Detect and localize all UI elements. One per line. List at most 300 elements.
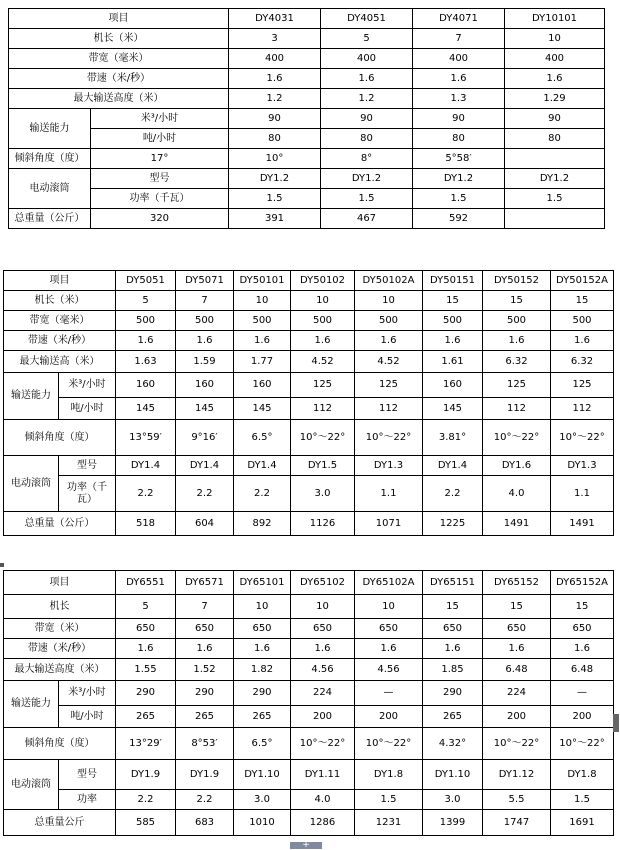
table-cell: 400 (505, 49, 605, 69)
table-cell: 2.2 (116, 476, 176, 512)
table-cell: 604 (176, 512, 234, 536)
table-cell: 265 (234, 706, 291, 728)
table-cell: DY1.4 (423, 456, 483, 476)
table-cell: 13°29′ (116, 728, 176, 760)
table-cell: 3.0 (423, 790, 483, 810)
table-row (4, 512, 614, 536)
table-cell: DY1.5 (291, 456, 355, 476)
table-row (4, 619, 614, 639)
model-header: DY4051 (321, 9, 413, 29)
table-cell: 1.6 (505, 69, 605, 89)
table-cell: 10°～22° (355, 728, 423, 760)
table-cell: 1.52 (176, 659, 234, 681)
table-row (9, 49, 605, 69)
spec-table-dy50 (3, 270, 614, 536)
table-cell: 15 (423, 291, 483, 311)
table-cell: — (551, 681, 614, 706)
table-cell: 7 (176, 291, 234, 311)
table-cell: 500 (291, 311, 355, 331)
table-cell: 90 (321, 109, 413, 129)
model-header: DY6571 (176, 571, 234, 595)
row-sublabel: 功率（千瓦） (59, 476, 116, 512)
table-cell: 10°～22° (483, 420, 551, 456)
table-cell: 4.0 (483, 476, 551, 512)
row-sublabel: 吨/小时 (59, 398, 116, 420)
table-cell: 1.1 (355, 476, 423, 512)
model-header: DY65101 (234, 571, 291, 595)
table-cell: 650 (234, 619, 291, 639)
table-cell: 5 (116, 291, 176, 311)
table-cell: 10° (229, 149, 321, 169)
table-cell: 200 (551, 706, 614, 728)
table-cell: 5 (321, 29, 413, 49)
table-cell: 1.6 (355, 331, 423, 351)
table-cell: 90 (413, 109, 505, 129)
table-cell: 1.5 (551, 790, 614, 810)
table-cell: 112 (291, 398, 355, 420)
table-cell: 6.48 (483, 659, 551, 681)
table-cell: 5.5 (483, 790, 551, 810)
table-cell: 2.2 (234, 476, 291, 512)
table-cell: 10 (355, 595, 423, 619)
table-cell (505, 149, 605, 169)
table-row (4, 728, 614, 760)
table-cell: 1.6 (551, 639, 614, 659)
model-header: DY6551 (116, 571, 176, 595)
table-row (9, 89, 605, 109)
table-cell: 80 (505, 129, 605, 149)
table-cell: DY1.3 (355, 456, 423, 476)
table-cell: 290 (116, 681, 176, 706)
table-cell: 5°58′ (413, 149, 505, 169)
table-cell: 10 (234, 291, 291, 311)
table-header-row (4, 271, 614, 291)
table-cell: 112 (483, 398, 551, 420)
table-cell: 400 (321, 49, 413, 69)
table-cell: 290 (234, 681, 291, 706)
table-cell: 650 (291, 619, 355, 639)
table-cell: 650 (483, 619, 551, 639)
row-sublabel: 吨/小时 (59, 706, 116, 728)
table-cell: 8° (321, 149, 413, 169)
table-cell: 125 (355, 373, 423, 398)
table-cell: 1.6 (234, 331, 291, 351)
table-row (9, 169, 605, 189)
table-cell: 1.6 (176, 639, 234, 659)
table-cell: 1.61 (423, 351, 483, 373)
table-row (9, 29, 605, 49)
model-header: DY50102 (291, 271, 355, 291)
row-label: 最大输送高度（米） (4, 659, 116, 681)
model-header: DY65152A (551, 571, 614, 595)
table-cell: 500 (116, 311, 176, 331)
table-cell: 2.2 (423, 476, 483, 512)
table-row (4, 810, 614, 836)
row-label: 总重量（公斤） (4, 512, 116, 536)
table-cell: 290 (176, 681, 234, 706)
table-cell: 80 (321, 129, 413, 149)
table-row (4, 291, 614, 311)
row-label: 最大输送高（米） (4, 351, 116, 373)
spec-table-dy40 (8, 8, 605, 229)
table-cell: DY1.2 (505, 169, 605, 189)
table-cell: 2.2 (176, 790, 234, 810)
table-cell: 1.6 (423, 639, 483, 659)
model-header: DY10101 (505, 9, 605, 29)
model-header: DY5071 (176, 271, 234, 291)
row-label: 输送能力 (9, 109, 91, 149)
table-row (4, 331, 614, 351)
row-sublabel: 吨/小时 (91, 129, 229, 149)
table-cell: 10 (234, 595, 291, 619)
table-cell: DY1.2 (413, 169, 505, 189)
table-cell: 160 (176, 373, 234, 398)
row-label: 带速（米/秒） (9, 69, 229, 89)
row-label: 最大输送高度（米） (9, 89, 229, 109)
table-cell: 1.59 (176, 351, 234, 373)
table-cell: 1.6 (116, 639, 176, 659)
table-cell: DY1.12 (483, 760, 551, 790)
table-cell: 585 (116, 810, 176, 836)
table-cell: 1.63 (116, 351, 176, 373)
table-cell: DY1.10 (234, 760, 291, 790)
table-cell: 125 (291, 373, 355, 398)
table-cell: 1.6 (355, 639, 423, 659)
table-row (4, 311, 614, 331)
table-cell: 145 (423, 398, 483, 420)
table-cell: 10°～22° (355, 420, 423, 456)
table-cell: DY1.3 (551, 456, 614, 476)
row-label: 总重量（公斤） (9, 209, 91, 229)
table-cell: 10 (505, 29, 605, 49)
table-cell: DY1.9 (176, 760, 234, 790)
table-cell: 3.0 (234, 790, 291, 810)
table-cell: 265 (176, 706, 234, 728)
table-cell: DY1.4 (234, 456, 291, 476)
table-cell: 1.85 (423, 659, 483, 681)
table-cell: 224 (483, 681, 551, 706)
table-cell: 3 (229, 29, 321, 49)
table-cell: 1.2 (321, 89, 413, 109)
table-cell: 13°59′ (116, 420, 176, 456)
table-header-row (9, 9, 605, 29)
table-row (4, 456, 614, 476)
table-cell: 5 (116, 595, 176, 619)
table-cell: 4.52 (355, 351, 423, 373)
table-row (4, 706, 614, 728)
row-label: 倾斜角度（度） (4, 728, 116, 760)
table-anchor-icon (0, 563, 4, 567)
table-cell: 145 (176, 398, 234, 420)
table-cell: DY1.8 (551, 760, 614, 790)
table-cell: 1010 (234, 810, 291, 836)
row-label: 电动滚筒 (4, 760, 59, 810)
table-cell: 200 (355, 706, 423, 728)
table-cell: 892 (234, 512, 291, 536)
table-cell: 683 (176, 810, 234, 836)
table-row (4, 476, 614, 512)
table-cell: 6.48 (551, 659, 614, 681)
table-cell: — (355, 681, 423, 706)
table-cell: 1.6 (176, 331, 234, 351)
table-cell: 15 (423, 595, 483, 619)
table-cell: 10°～22° (483, 728, 551, 760)
table-cell: 500 (176, 311, 234, 331)
table-cell: 1.6 (229, 69, 321, 89)
table-cell: 15 (551, 595, 614, 619)
table-cell: 1.6 (234, 639, 291, 659)
table-row (4, 420, 614, 456)
row-label: 输送能力 (4, 373, 59, 420)
table-cell: 112 (355, 398, 423, 420)
table-cell: 500 (551, 311, 614, 331)
table-cell: 145 (116, 398, 176, 420)
model-header: DY50152A (551, 271, 614, 291)
table-cell: 15 (551, 291, 614, 311)
table-cell: 145 (234, 398, 291, 420)
item-header: 项目 (9, 9, 229, 29)
table-cell: DY1.2 (229, 169, 321, 189)
model-header: DY65102A (355, 571, 423, 595)
table-cell: 391 (229, 209, 321, 229)
table-cell: 6.5° (234, 420, 291, 456)
table-cell: 1.6 (483, 331, 551, 351)
row-label: 电动滚筒 (4, 456, 59, 512)
table-cell: 1.3 (413, 89, 505, 109)
row-label: 带宽（毫米） (9, 49, 229, 69)
table-cell: 1.6 (291, 331, 355, 351)
row-label: 倾斜角度（度） (9, 149, 91, 169)
table-cell: 10 (355, 291, 423, 311)
table-cell: 1.6 (116, 331, 176, 351)
table-cell: 8°53′ (176, 728, 234, 760)
table-cell: 6.5° (234, 728, 291, 760)
table-cell: 15 (483, 291, 551, 311)
table-cell: 592 (413, 209, 505, 229)
table-row (9, 69, 605, 89)
table-cell: 4.32° (423, 728, 483, 760)
row-label: 机长（米） (4, 291, 116, 311)
table-cell: DY1.10 (423, 760, 483, 790)
table-cell: 3.81° (423, 420, 483, 456)
item-header: 项目 (4, 271, 116, 291)
table-cell: 160 (423, 373, 483, 398)
table-cell: 9°16′ (176, 420, 234, 456)
table-cell: 650 (551, 619, 614, 639)
table-cell: 1.6 (551, 331, 614, 351)
table-cell: 500 (355, 311, 423, 331)
table-cell: 4.56 (355, 659, 423, 681)
table-cell: 7 (176, 595, 234, 619)
table-cell: 1.6 (483, 639, 551, 659)
table-cell: 650 (355, 619, 423, 639)
row-label: 总重量公斤 (4, 810, 116, 836)
row-sublabel: 功率 (59, 790, 116, 810)
table-row (4, 760, 614, 790)
table-cell: 4.56 (291, 659, 355, 681)
table-cell: 467 (321, 209, 413, 229)
table-cell: 200 (291, 706, 355, 728)
table-cell: DY1.11 (291, 760, 355, 790)
row-sublabel: 米³/小时 (59, 681, 116, 706)
row-sublabel: 型号 (59, 760, 116, 790)
table-cell: 1491 (483, 512, 551, 536)
table-row (9, 209, 605, 229)
row-label: 机长 (4, 595, 116, 619)
table-cell: 80 (413, 129, 505, 149)
model-header: DY65151 (423, 571, 483, 595)
table-cell: 650 (423, 619, 483, 639)
table-cell: 1.6 (413, 69, 505, 89)
table-row (4, 790, 614, 810)
model-header: DY50101 (234, 271, 291, 291)
model-header: DY5051 (116, 271, 176, 291)
table-cell: 224 (291, 681, 355, 706)
table-cell: 4.0 (291, 790, 355, 810)
row-label: 带速（米/秒） (4, 331, 116, 351)
table-cell: 1.2 (229, 89, 321, 109)
table-cell: 1399 (423, 810, 483, 836)
table-cell: 400 (229, 49, 321, 69)
table-cell: 518 (116, 512, 176, 536)
table-cell: 90 (229, 109, 321, 129)
table-cell: 1691 (551, 810, 614, 836)
table-cell: 1071 (355, 512, 423, 536)
table-cell: 265 (423, 706, 483, 728)
row-label: 带宽（毫米） (4, 311, 116, 331)
table-cell: 1.77 (234, 351, 291, 373)
table-cell: 90 (505, 109, 605, 129)
add-sheet-button[interactable]: + (290, 842, 322, 849)
model-header: DY50102A (355, 271, 423, 291)
table-cell: 160 (234, 373, 291, 398)
table-cell: 1491 (551, 512, 614, 536)
table-cell: 125 (483, 373, 551, 398)
table-cell: 1.6 (321, 69, 413, 89)
model-header: DY4071 (413, 9, 505, 29)
row-sublabel: 型号 (59, 456, 116, 476)
table-cell: 1.5 (229, 189, 321, 209)
table-cell: 500 (423, 311, 483, 331)
table-row (4, 639, 614, 659)
table-cell: 200 (483, 706, 551, 728)
table-cell: 112 (551, 398, 614, 420)
table-cell: 17° (91, 149, 229, 169)
table-cell: 2.2 (176, 476, 234, 512)
table-cell (505, 209, 605, 229)
table-cell: 80 (229, 129, 321, 149)
model-header: DY65152 (483, 571, 551, 595)
table-cell: DY1.4 (176, 456, 234, 476)
table-cell: DY1.4 (116, 456, 176, 476)
table-cell: 1.5 (505, 189, 605, 209)
table-cell: 10°～22° (291, 420, 355, 456)
table-cell: 10°～22° (551, 728, 614, 760)
resize-handle-icon[interactable] (613, 714, 619, 732)
table-row (9, 149, 605, 169)
table-cell: DY1.2 (321, 169, 413, 189)
table-cell: 500 (234, 311, 291, 331)
table-cell: DY1.9 (116, 760, 176, 790)
model-header: DY50151 (423, 271, 483, 291)
row-sublabel: 米³/小时 (59, 373, 116, 398)
model-header: DY50152 (483, 271, 551, 291)
table-cell: 320 (91, 209, 229, 229)
table-cell: 1126 (291, 512, 355, 536)
table-row (4, 681, 614, 706)
table-cell: 1.29 (505, 89, 605, 109)
table-row (4, 398, 614, 420)
table-cell: 160 (116, 373, 176, 398)
table-cell: 290 (423, 681, 483, 706)
table-cell: 15 (483, 595, 551, 619)
table-cell: 7 (413, 29, 505, 49)
table-cell: 4.52 (291, 351, 355, 373)
table-row (4, 373, 614, 398)
table-row (9, 129, 605, 149)
table-row (4, 659, 614, 681)
table-cell: 400 (413, 49, 505, 69)
table-cell: DY1.6 (483, 456, 551, 476)
table-cell: 1286 (291, 810, 355, 836)
table-cell: 10°～22° (551, 420, 614, 456)
table-cell: 650 (116, 619, 176, 639)
row-label: 电动滚筒 (9, 169, 91, 209)
table-cell: 1.6 (423, 331, 483, 351)
table-cell: 265 (116, 706, 176, 728)
table-cell: 10°～22° (291, 728, 355, 760)
model-header: DY4031 (229, 9, 321, 29)
row-sublabel: 米³/小时 (91, 109, 229, 129)
table-cell: 1.6 (291, 639, 355, 659)
row-label: 带宽（米） (4, 619, 116, 639)
table-row (9, 189, 605, 209)
row-label: 机长（米） (9, 29, 229, 49)
table-cell: 1.5 (413, 189, 505, 209)
table-cell: 1.82 (234, 659, 291, 681)
row-sublabel: 功率（千瓦） (91, 189, 229, 209)
table-row (4, 351, 614, 373)
model-header: DY65102 (291, 571, 355, 595)
table-cell: 10 (291, 595, 355, 619)
table-cell: 10 (291, 291, 355, 311)
item-header: 项目 (4, 571, 116, 595)
table-cell: 1.5 (321, 189, 413, 209)
table-cell: 650 (176, 619, 234, 639)
table-cell: 1.55 (116, 659, 176, 681)
row-label: 倾斜角度（度） (4, 420, 116, 456)
table-row (4, 595, 614, 619)
table-cell: 1231 (355, 810, 423, 836)
table-row (9, 109, 605, 129)
table-cell: 1.1 (551, 476, 614, 512)
table-cell: 1747 (483, 810, 551, 836)
spec-table-dy65 (3, 570, 614, 836)
table-cell: 3.0 (291, 476, 355, 512)
table-cell: 6.32 (551, 351, 614, 373)
table-cell: 125 (551, 373, 614, 398)
table-cell: 500 (483, 311, 551, 331)
table-cell: 6.32 (483, 351, 551, 373)
table-cell: 1.5 (355, 790, 423, 810)
table-header-row (4, 571, 614, 595)
table-cell: 1225 (423, 512, 483, 536)
row-label: 带速（米/秒） (4, 639, 116, 659)
row-label: 输送能力 (4, 681, 59, 728)
table-cell: DY1.8 (355, 760, 423, 790)
row-sublabel: 型号 (91, 169, 229, 189)
table-cell: 2.2 (116, 790, 176, 810)
